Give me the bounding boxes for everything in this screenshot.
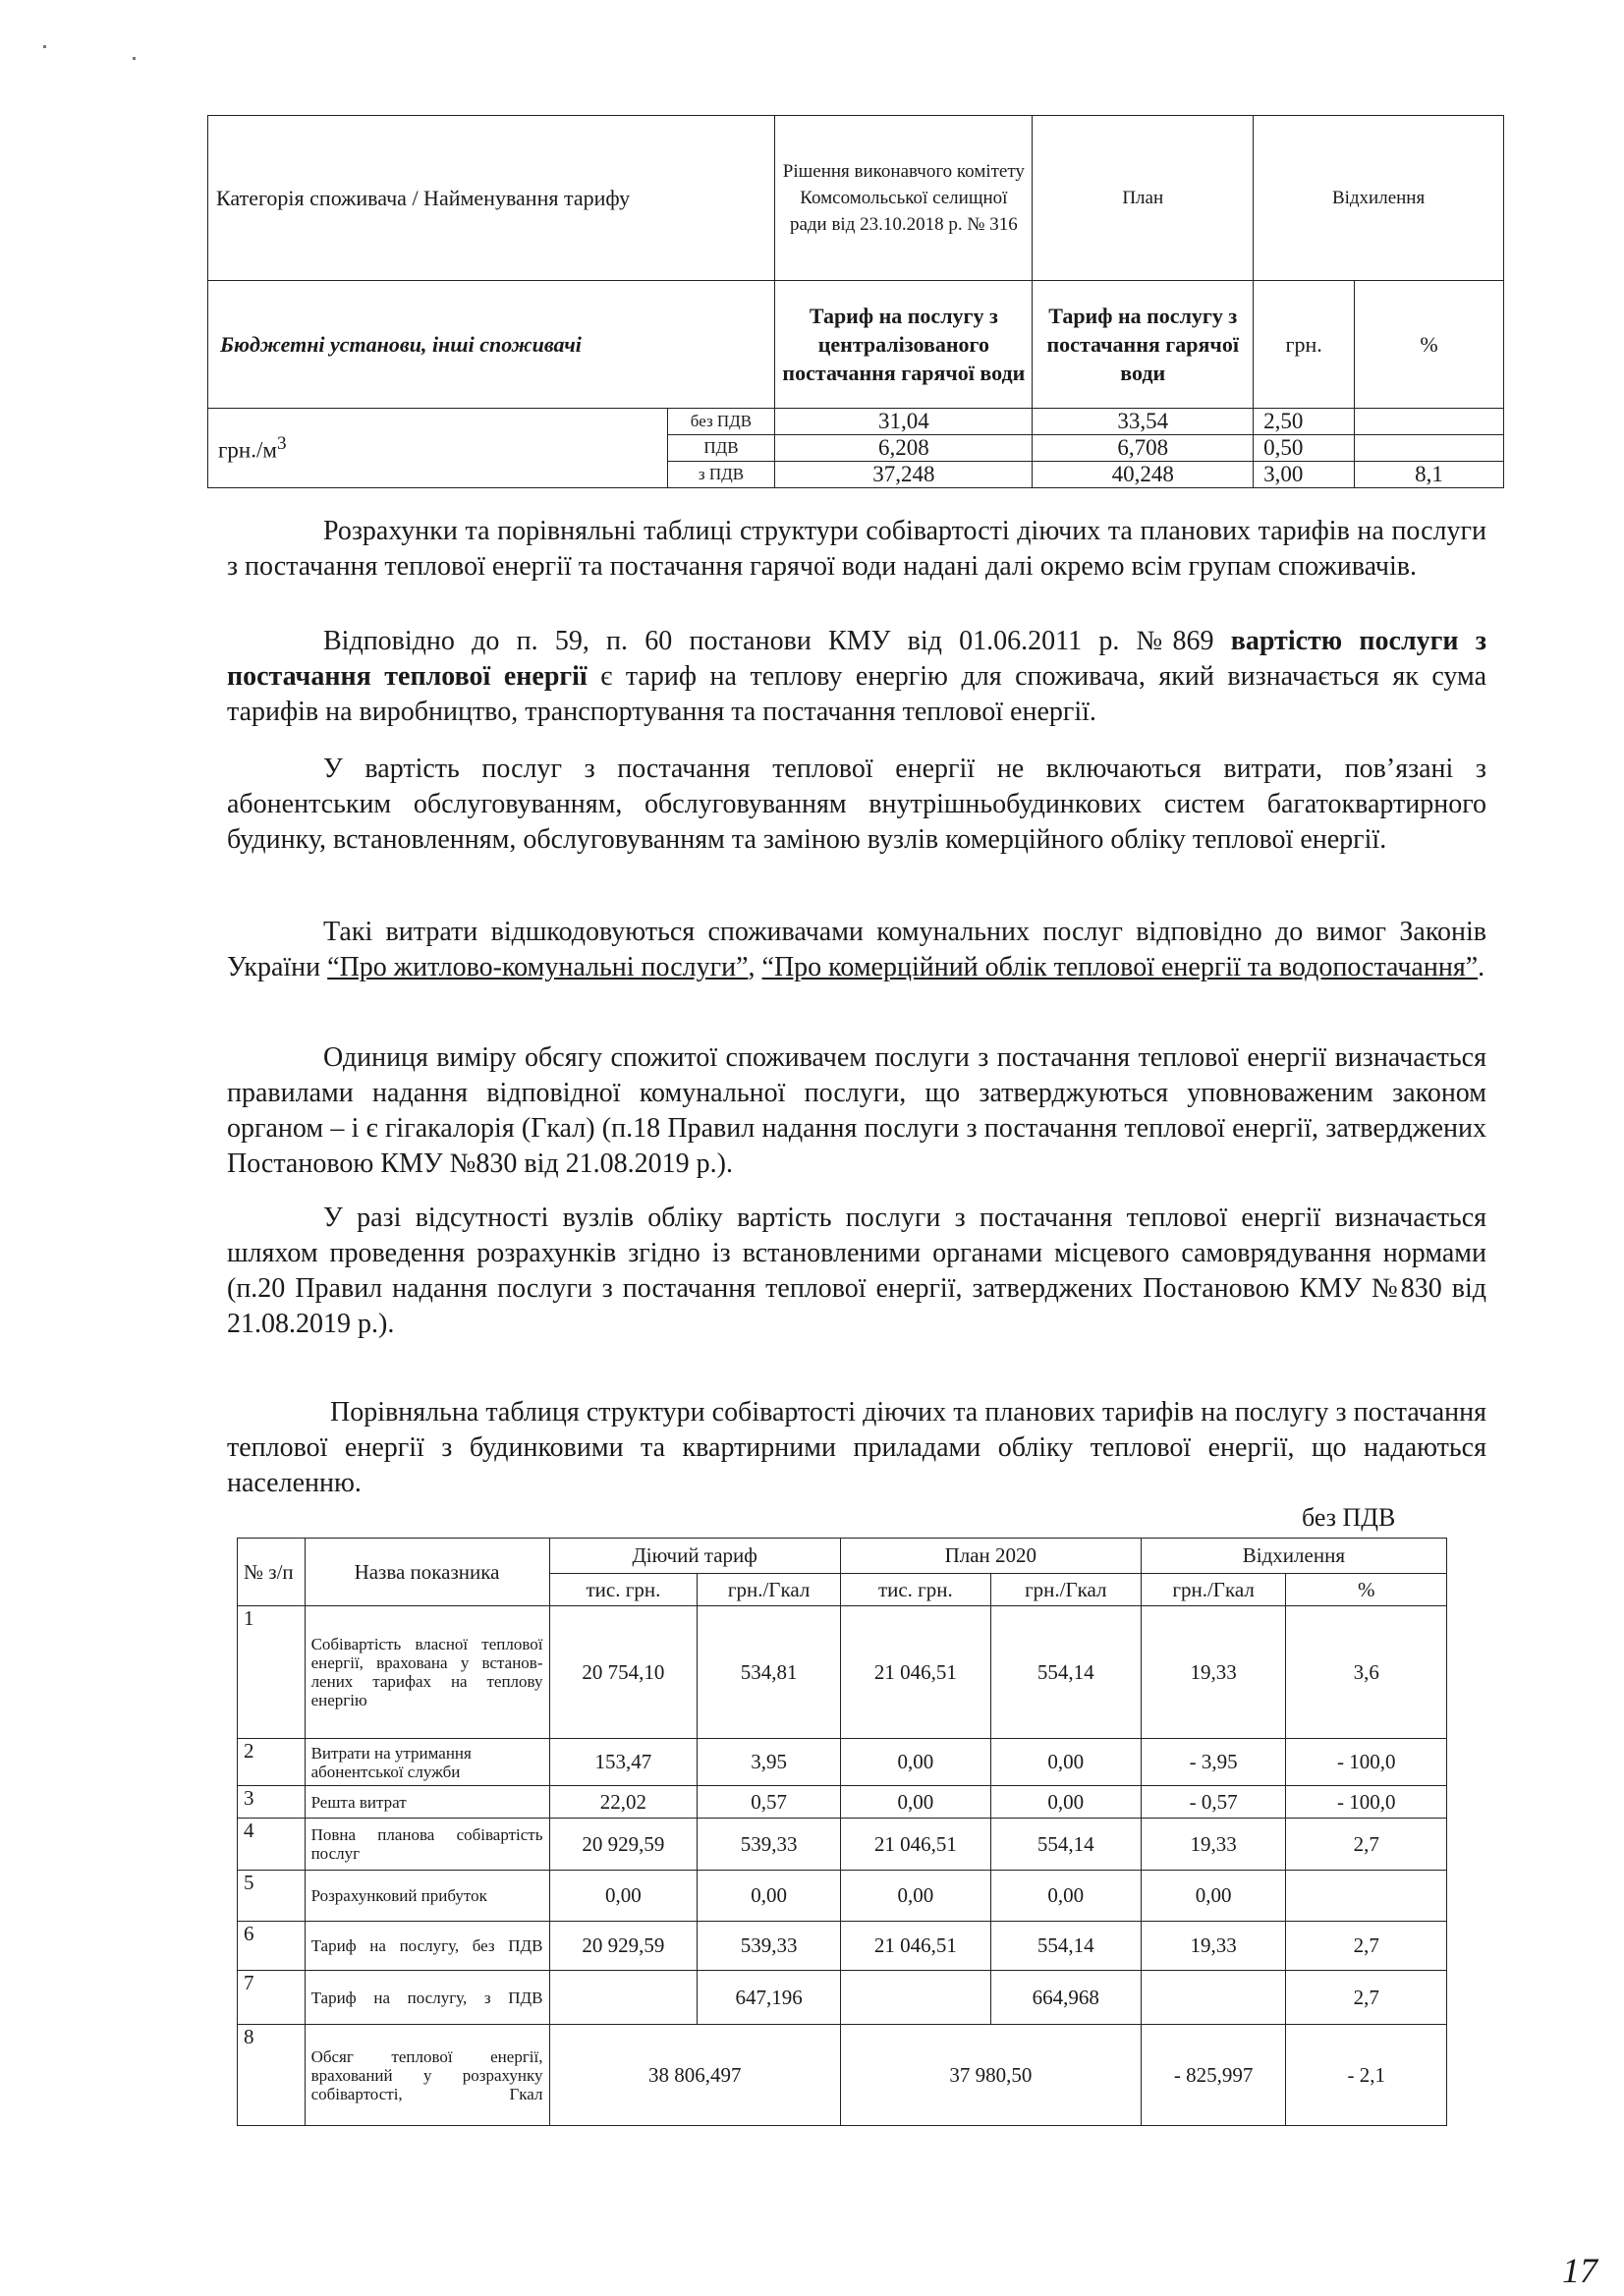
law-reference-1: “Про житлово-комунальні послуги” — [327, 952, 749, 982]
row-name: Тариф на послугу, з ПДВ — [305, 1971, 549, 2025]
header-name: Назва показника — [305, 1539, 549, 1606]
scan-speck — [43, 45, 46, 48]
current-ths — [549, 1971, 698, 2025]
row-name: Витрати на утримання абонентської служби — [305, 1739, 549, 1786]
header-decision: Рішення виконавчого комітету Комсомольської селищної ради від 23.10.2018 р. № 316 — [775, 116, 1033, 281]
row-number: 6 — [238, 1922, 306, 1971]
current-ths: 153,47 — [549, 1739, 698, 1786]
header-plan-2020: План 2020 — [840, 1539, 1141, 1574]
current-gkal: 3,95 — [698, 1739, 841, 1786]
header-number: № з/п — [238, 1539, 306, 1606]
plan-volume: 37 980,50 — [840, 2025, 1141, 2126]
plan-ths: 0,00 — [840, 1871, 990, 1922]
scan-speck — [133, 57, 136, 60]
unit-label: $грн./м^3$ — [208, 409, 668, 488]
row-name: Собівартість власної теплової енергії, врахована у встанов-лених тарифах на теплову енергію — [305, 1606, 549, 1739]
current-gkal: 0,00 — [698, 1871, 841, 1922]
table-caption: Порівняльна таблиця структури собівартості діючих та планових тарифів на послугу з постачання теплової енергії з будинковими та квартирними приладами обліку теплової енергії, що надаються населенню. — [227, 1397, 1486, 1498]
current-value: 37,248 — [775, 462, 1033, 488]
dev-gkal: 19,33 — [1141, 1922, 1286, 1971]
plan-ths — [840, 1971, 990, 2025]
plan-gkal: 554,14 — [990, 1819, 1141, 1871]
dev-gkal: - 0,57 — [1141, 1786, 1286, 1819]
no-vat-note: без ПДВ — [1302, 1503, 1396, 1532]
cost-structure-table — [237, 1538, 1447, 2126]
current-ths: 20 929,59 — [549, 1819, 698, 1871]
row-number: 8 — [238, 2025, 306, 2126]
dev-pct: 8,1 — [1355, 462, 1504, 488]
paragraph-5: Одиниця виміру обсягу спожитої споживачем послуги з постачання теплової енергії визначається правилами надання відповідної комунальної послуги, що затверджуються уповноваженим законом органом – і є гігакалорія (Гкал) (п.18 Правил надання послуги з постачання теплової енергії, затверджених Постановою КМУ №830 від 21.08.2019 р.). — [227, 1042, 1486, 1179]
row-name: Тариф на послугу, без ПДВ — [305, 1922, 549, 1971]
dev-uah: 0,50 — [1254, 435, 1355, 462]
plan-gkal: 0,00 — [990, 1786, 1141, 1819]
current-value: 31,04 — [775, 409, 1033, 435]
current-gkal: 534,81 — [698, 1606, 841, 1739]
law-reference-2: “Про комерційний облік теплової енергії та водопостачання” — [761, 952, 1479, 982]
current-gkal: 539,33 — [698, 1922, 841, 1971]
subheader-gkal: грн./Гкал — [990, 1574, 1141, 1606]
group-label: Бюджетні установи, інші споживачі — [208, 281, 775, 409]
dev-gkal — [1141, 1971, 1286, 2025]
plan-gkal: 664,968 — [990, 1971, 1141, 2025]
plan-ths: 21 046,51 — [840, 1819, 990, 1871]
dev-pct: - 2,1 — [1286, 2025, 1447, 2126]
table-row — [238, 1606, 1447, 1739]
paragraph-2-bold: вартістю послуги з постачання теплової енергії — [227, 626, 1486, 692]
plan-gkal: 554,14 — [990, 1922, 1141, 1971]
dev-pct — [1286, 1871, 1447, 1922]
paragraph-1: Розрахунки та порівняльні таблиці структури собівартості діючих та планових тарифів на послуги з постачання теплової енергії та постачання гарячої води надані далі окремо всім групам споживачів. — [227, 516, 1486, 582]
plan-gkal: 554,14 — [990, 1606, 1141, 1739]
header-deviation: Відхилення — [1141, 1539, 1446, 1574]
plan-ths: 0,00 — [840, 1739, 990, 1786]
dev-uah: 3,00 — [1254, 462, 1355, 488]
col-current-tariff: Тариф на послугу з централізованого постачання гарячої води — [775, 281, 1033, 409]
dev-gkal: 19,33 — [1141, 1819, 1286, 1871]
row-number: 4 — [238, 1819, 306, 1871]
row-name: Обсяг теплової енергії, врахований у розрахунку собівартості, Гкал — [305, 2025, 549, 2126]
col-uah: грн. — [1254, 281, 1355, 409]
paragraph-4 — [227, 915, 1486, 985]
subheader-ths: тис. грн. — [549, 1574, 698, 1606]
table-row — [238, 1971, 1447, 2025]
current-gkal: 647,196 — [698, 1971, 841, 2025]
plan-value: 6,708 — [1033, 435, 1254, 462]
subheader-gkal: грн./Гкал — [698, 1574, 841, 1606]
header-deviation: Відхилення — [1254, 116, 1504, 281]
dev-gkal: - 3,95 — [1141, 1739, 1286, 1786]
header-current-tariff: Діючий тариф — [549, 1539, 840, 1574]
dev-pct: 3,6 — [1286, 1606, 1447, 1739]
paragraph-4-end: . — [1478, 952, 1485, 982]
plan-gkal: 0,00 — [990, 1739, 1141, 1786]
table-row — [238, 1786, 1447, 1819]
plan-value: 33,54 — [1033, 409, 1254, 435]
row-label: без ПДВ — [667, 409, 775, 435]
col-plan-tariff: Тариф на послугу з постачання гарячої води — [1033, 281, 1254, 409]
row-name: Розрахунковий прибуток — [305, 1871, 549, 1922]
page-number: 17 — [1562, 2251, 1597, 2290]
dev-pct: 2,7 — [1286, 1819, 1447, 1871]
paragraph-6: У разі відсутності вузлів обліку вартість послуги з постачання теплової енергії визначається шляхом проведення розрахунків згідно із встановленими органами місцевого самоврядування нормами (п.20 Правил надання послуги з постачання теплової енергії, затверджених Постановою КМУ №830 від 21.08.2019 р.). — [227, 1203, 1486, 1339]
current-ths: 0,00 — [549, 1871, 698, 1922]
row-label: ПДВ — [667, 435, 775, 462]
dev-pct: - 100,0 — [1286, 1739, 1447, 1786]
paragraph-4-sep: , — [748, 952, 762, 982]
table-row — [238, 2025, 1447, 2126]
current-ths: 20 754,10 — [549, 1606, 698, 1739]
current-gkal: 539,33 — [698, 1819, 841, 1871]
subheader-pct: % — [1286, 1574, 1447, 1606]
table-row — [238, 1922, 1447, 1971]
plan-value: 40,248 — [1033, 462, 1254, 488]
paragraph-3: У вартість послуг з постачання теплової енергії не включаються витрати, пов’язані з абонентським обслуговуванням, обслуговуванням внутрішньобудинкових систем багатоквартирного будинку, встановленням, обслуговуванням та заміною вузлів комерційного обліку теплової енергії. — [227, 754, 1486, 855]
current-value: 6,208 — [775, 435, 1033, 462]
paragraph-2-end: є тариф на теплову енергію для споживача, який визначається як сума тарифів на виробництво, транспортування та постачання теплової енергії. — [227, 661, 1487, 727]
table-row — [238, 1739, 1447, 1786]
col-pct: % — [1355, 281, 1504, 409]
table-row — [238, 1871, 1447, 1922]
dev-uah: 2,50 — [1254, 409, 1355, 435]
tariff-table-budget — [207, 115, 1504, 488]
row-name: Повна планова собівартість послуг — [305, 1819, 549, 1871]
plan-gkal: 0,00 — [990, 1871, 1141, 1922]
current-gkal: 0,57 — [698, 1786, 841, 1819]
row-number: 2 — [238, 1739, 306, 1786]
paragraph-2 — [227, 624, 1486, 730]
row-number: 1 — [238, 1606, 306, 1739]
dev-pct: 2,7 — [1286, 1922, 1447, 1971]
row-name: Решта витрат — [305, 1786, 549, 1819]
paragraph-4-start: Такі витрати відшкодовуються споживачами комунальних послуг відповідно до вимог Законів України — [227, 917, 1486, 982]
current-ths: 20 929,59 — [549, 1922, 698, 1971]
row-number: 3 — [238, 1786, 306, 1819]
dev-pct: 2,7 — [1286, 1971, 1447, 2025]
plan-ths: 21 046,51 — [840, 1606, 990, 1739]
table-row — [238, 1819, 1447, 1871]
dev-gkal: 0,00 — [1141, 1871, 1286, 1922]
subheader-gkal: грн./Гкал — [1141, 1574, 1286, 1606]
row-label: з ПДВ — [667, 462, 775, 488]
plan-ths: 0,00 — [840, 1786, 990, 1819]
dev-gkal: 19,33 — [1141, 1606, 1286, 1739]
row-number: 5 — [238, 1871, 306, 1922]
dev-pct: - 100,0 — [1286, 1786, 1447, 1819]
dev-volume: - 825,997 — [1141, 2025, 1286, 2126]
current-ths: 22,02 — [549, 1786, 698, 1819]
row-number: 7 — [238, 1971, 306, 2025]
subheader-ths: тис. грн. — [840, 1574, 990, 1606]
paragraph-2-start: Відповідно до п. 59, п. 60 постанови КМУ від 01.06.2011 р. №869 — [323, 626, 1231, 656]
dev-pct — [1355, 435, 1504, 462]
current-volume: 38 806,497 — [549, 2025, 840, 2126]
header-category: Категорія споживача / Найменування тарифу — [208, 116, 775, 281]
dev-pct — [1355, 409, 1504, 435]
plan-ths: 21 046,51 — [840, 1922, 990, 1971]
header-plan: План — [1033, 116, 1254, 281]
